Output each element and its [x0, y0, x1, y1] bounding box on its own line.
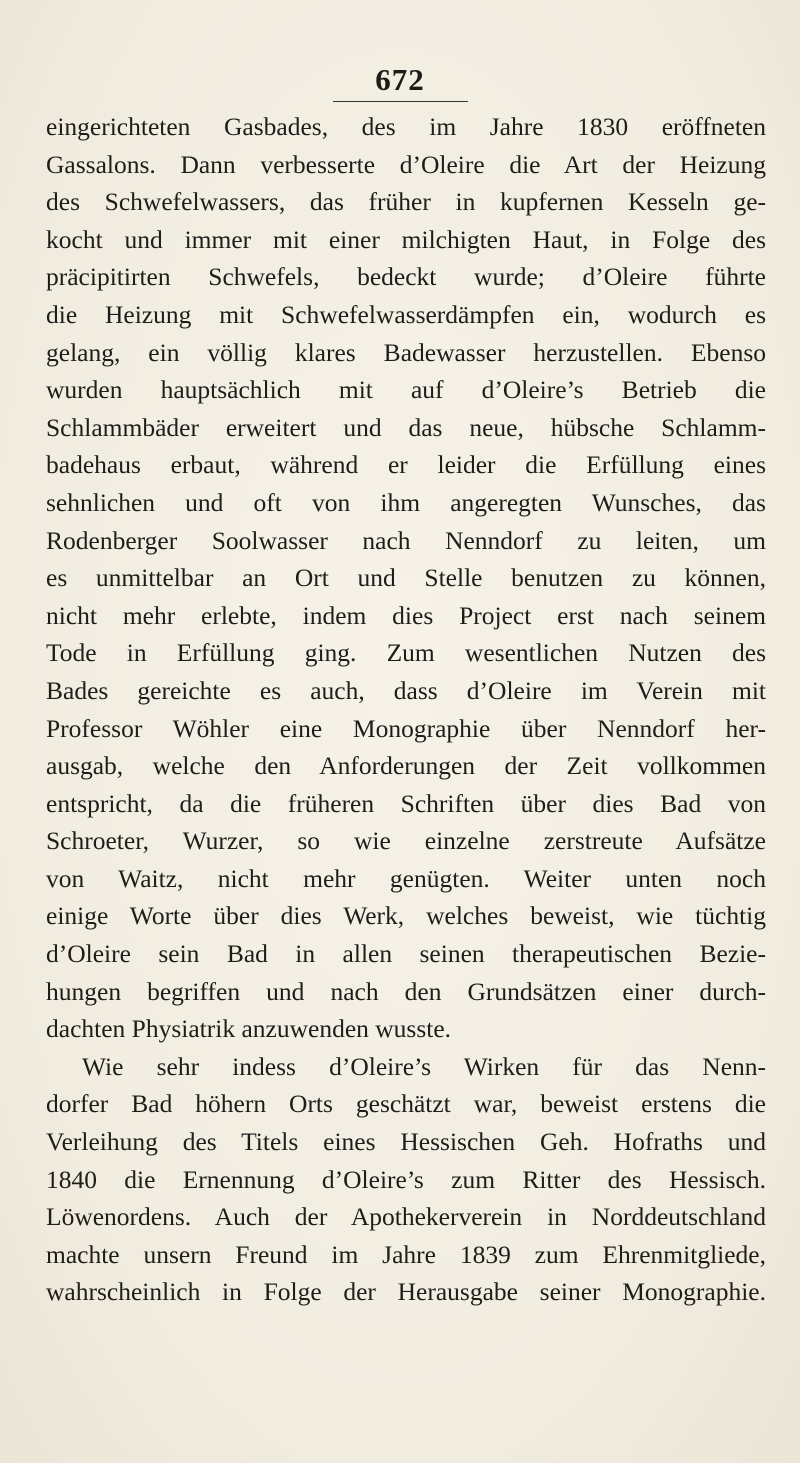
text-line: kocht und immer mit einer milchigten Haut, in Folge des [46, 224, 766, 254]
text-line: Wie sehr indess d’Oleire’s Wirken für das Nenn- [82, 1051, 766, 1081]
text-line: entspricht, da die früheren Schriften über dies Bad von [46, 788, 766, 818]
text-line: wurden hauptsächlich mit auf d’Oleire’s Betrieb die [46, 375, 766, 405]
text-line: badehaus erbaut, während er leider die Erfüllung eines [46, 450, 766, 480]
text-line: von Waitz, nicht mehr genügten. Weiter unten noch [46, 863, 766, 893]
text-line: Gassalons. Dann verbesserte d’Oleire die Art der Heizung [46, 149, 766, 179]
text-line: Schlammbäder erweitert und das neue, hübsche Schlamm- [46, 412, 766, 442]
header-rule [333, 101, 468, 102]
text-line: einige Worte über dies Werk, welches beweist, wie tüchtig [46, 901, 766, 931]
text-line: Verleihung des Titels eines Hessischen Geh. Hofraths und [46, 1127, 766, 1157]
text-line: gelang, ein völlig klares Badewasser herzustellen. Ebenso [46, 337, 766, 367]
text-line: dachten Physiatrik anzuwenden wusste. [46, 1014, 452, 1044]
text-line: Bades gereichte es auch, dass d’Oleire im Verein mit [46, 675, 766, 705]
text-line: Schroeter, Wurzer, so wie einzelne zerstreute Aufsätze [46, 826, 766, 856]
text-line: die Heizung mit Schwefelwasserdämpfen ein, wodurch es [46, 299, 766, 329]
text-line: ausgab, welche den Anforderungen der Zeit vollkommen [46, 751, 766, 781]
text-line: Rodenberger Soolwasser nach Nenndorf zu leiten, um [46, 525, 766, 555]
text-line: Professor Wöhler eine Monographie über Nenndorf her- [46, 713, 766, 743]
text-line: eingerichteten Gasbades, des im Jahre 1830 eröffneten [46, 112, 766, 141]
text-line: sehnlichen und oft von ihm angeregten Wunsches, das [46, 487, 766, 517]
text-line: präcipitirten Schwefels, bedeckt wurde; d’Oleire führte [46, 262, 766, 292]
text-line: es unmittelbar an Ort und Stelle benutzen zu können, [46, 563, 766, 593]
text-line: Löwenordens. Auch der Apothekerverein in Norddeutschland [46, 1202, 766, 1232]
text-line: wahrscheinlich in Folge der Herausgabe seiner Monographie. [46, 1277, 766, 1307]
text-line: nicht mehr erlebte, indem dies Project erst nach seinem [46, 600, 766, 630]
text-line: machte unsern Freund im Jahre 1839 zum Ehrenmitgliede, [46, 1239, 766, 1269]
text-line: 1840 die Ernennung d’Oleire’s zum Ritter des Hessisch. [46, 1164, 766, 1194]
page-number: 672 [375, 62, 425, 97]
text-line: hungen begriffen und nach den Grundsätzen einer durch- [46, 976, 766, 1006]
text-line: d’Oleire sein Bad in allen seinen therapeutischen Bezie- [46, 939, 766, 969]
text-line: Tode in Erfüllung ging. Zum wesentlichen Nutzen des [46, 638, 766, 668]
text-line: des Schwefelwassers, das früher in kupfernen Kesseln ge- [46, 187, 766, 217]
text-line: dorfer Bad höhern Orts geschätzt war, beweist erstens die [46, 1089, 766, 1119]
body-text [46, 108, 766, 1311]
